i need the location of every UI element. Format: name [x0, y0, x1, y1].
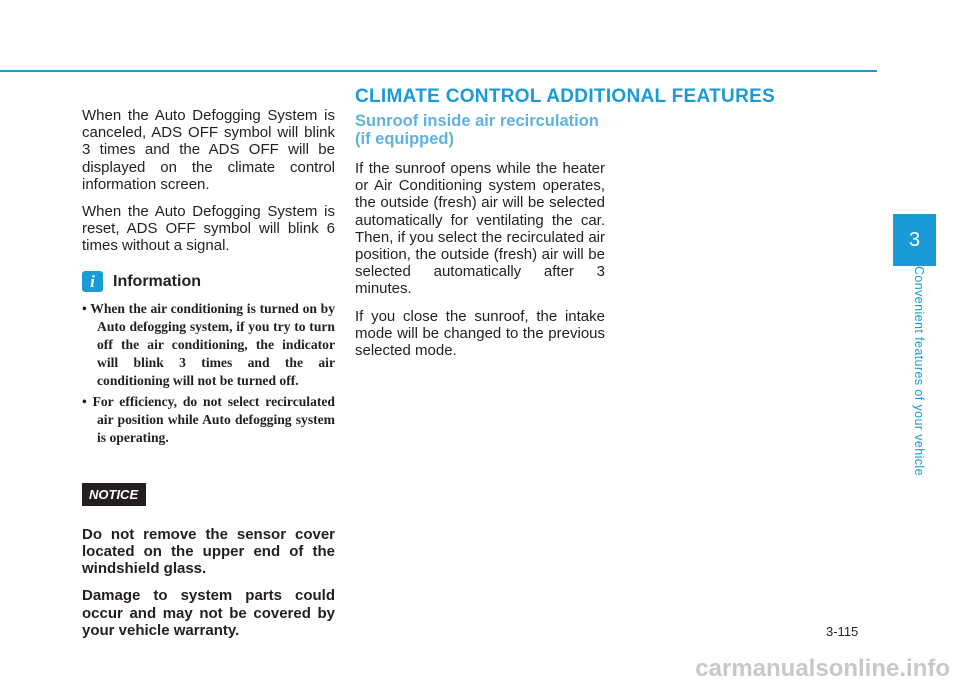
notice-paragraph: Do not remove the sensor cover located on the upper end of the windshield glass.: [82, 525, 335, 578]
information-header: [82, 271, 335, 292]
paragraph: If you close the sunroof, the intake mode will be changed to the previous selected mode.: [355, 307, 605, 360]
chapter-tab: 3: [893, 214, 936, 266]
top-rule: [0, 70, 877, 72]
paragraph: If the sunroof opens while the heater or Air Conditioning system operates, the outside (fresh) air will be selected automatically for ventilating the car. Then, if you select the recirculated air position, the outside (fresh) air will be selected automatically after 3 minutes.: [355, 160, 605, 298]
paragraph: When the Auto Defogging System is canceled, ADS OFF symbol will blink 3 times and the ADS OFF will be displayed on the climate control information screen.: [82, 107, 335, 193]
left-column: [82, 107, 335, 649]
information-list: [82, 300, 335, 447]
subsection-heading-line: (if equipped): [355, 130, 454, 148]
watermark: carmanualsonline.info: [695, 655, 950, 682]
chapter-title: Convenient features of your vehicle: [912, 266, 926, 476]
notice-badge: NOTICE: [82, 483, 146, 506]
middle-column: [355, 112, 605, 369]
list-item: • For efficiency, do not select recirculated air position while Auto defogging system is operating.: [82, 393, 335, 445]
subsection-heading: [355, 112, 605, 148]
subsection-heading-line: Sunroof inside air recirculation: [355, 112, 599, 130]
info-icon: i: [82, 271, 103, 292]
paragraph: When the Auto Defogging System is reset, ADS OFF symbol will blink 6 times without a signal.: [82, 203, 335, 255]
section-title: CLIMATE CONTROL ADDITIONAL FEATURES: [355, 86, 776, 107]
list-item: • When the air conditioning is turned on by Auto defogging system, if you try to turn off the air conditioning, the indicator will blink 3 times and the air conditioning will not be turned off.: [82, 300, 335, 388]
page-number: 3-115: [826, 624, 859, 639]
information-title: Information: [113, 272, 201, 290]
notice-paragraph: Damage to system parts could occur and may not be covered by your vehicle warranty.: [82, 587, 335, 639]
